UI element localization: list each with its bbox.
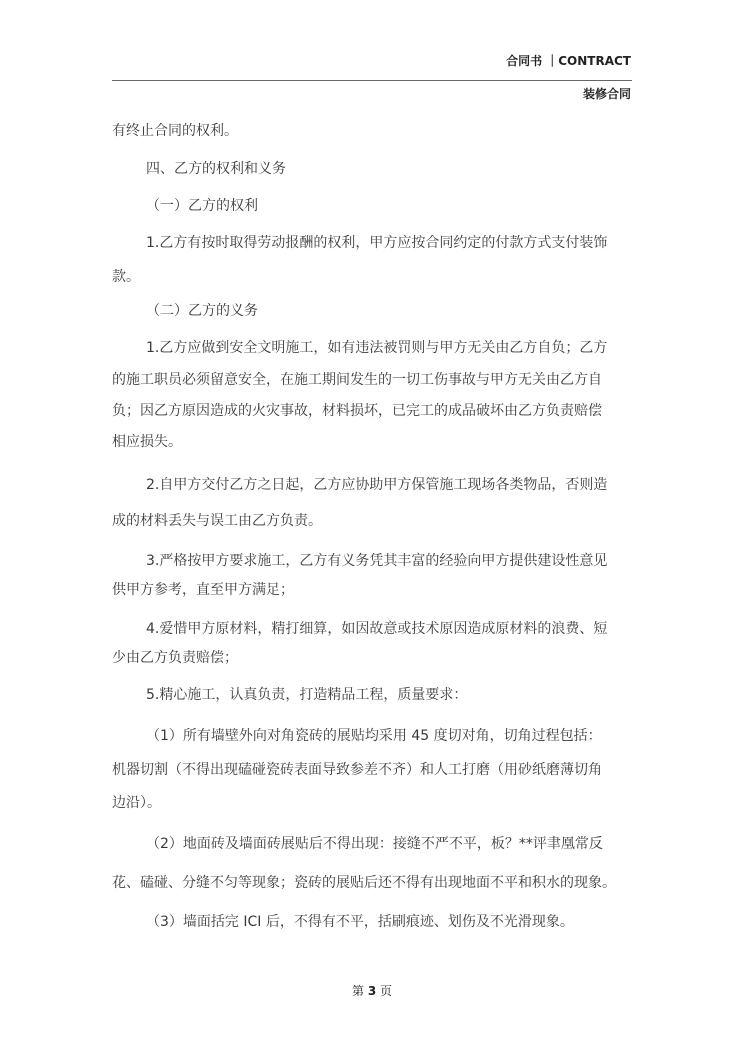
section-heading: 四、乙方的权利和义务	[146, 161, 286, 177]
page-number: 3	[367, 984, 377, 998]
body-line: 负；因乙方原因造成的火灾事故，材料损坏，已完工的成品破坏由乙方负责赔偿	[112, 403, 602, 419]
footer-suffix: 页	[380, 984, 393, 998]
page-footer	[0, 982, 744, 999]
body-line: 4.爱惜甲方原材料，精打细算，如因故意或技术原因造成原材料的浪费、短	[146, 621, 608, 637]
header-title: 合同书 ｜CONTRACT	[506, 54, 631, 68]
body-line: 有终止合同的权利。	[112, 123, 238, 139]
body-line: 1.乙方应做到安全文明施工，如有违法被罚则与甲方无关由乙方自负；乙方	[146, 340, 608, 356]
body-line: （3）墙面括完 ICI 后，不得有不平，括刷痕迹、划伤及不光滑现象。	[146, 914, 574, 930]
subsection-heading: （二）乙方的义务	[146, 303, 258, 319]
body-line: 款。	[112, 269, 140, 285]
body-line: 成的材料丢失与误工由乙方负责。	[112, 513, 322, 529]
header-divider	[112, 80, 632, 81]
header-subtitle: 装修合同	[582, 87, 631, 101]
subsection-heading: （一）乙方的权利	[146, 198, 258, 214]
body-line: 边沿）。	[112, 795, 161, 811]
body-line: 的施工职员必须留意安全，在施工期间发生的一切工伤事故与甲方无关由乙方自	[112, 372, 602, 388]
footer-prefix: 第	[351, 984, 364, 998]
body-line: 花、磕碰、分缝不匀等现象；瓷砖的展贴后还不得有出现地面不平和积水的现象。	[112, 875, 616, 891]
body-line: 供甲方参考，直至甲方满足；	[112, 582, 294, 598]
body-line: 2.自甲方交付乙方之日起，乙方应协助甲方保管施工现场各类物品，否则造	[146, 477, 608, 493]
body-line: （1）所有墙壁外向对角瓷砖的展贴均采用 45 度切对角，切角过程包括：	[146, 728, 602, 744]
body-line: 少由乙方负责赔偿；	[112, 650, 238, 666]
body-line: 5.精心施工，认真负责，打造精品工程，质量要求：	[146, 687, 468, 703]
body-line: 相应损失。	[112, 434, 182, 450]
body-line: （2）地面砖及墙面砖展贴后不得出现：接缝不严不平，板？**评聿凰常反	[146, 836, 603, 852]
body-line: 3.严格按甲方要求施工，乙方有义务凭其丰富的经验向甲方提供建设性意见	[146, 553, 608, 569]
body-line: 机器切割（不得出现磕碰瓷砖表面导致参差不齐）和人工打磨（用砂纸磨薄切角	[112, 762, 602, 778]
body-line: 1.乙方有按时取得劳动报酬的权利，甲方应按合同约定的付款方式支付装饰	[146, 235, 608, 251]
